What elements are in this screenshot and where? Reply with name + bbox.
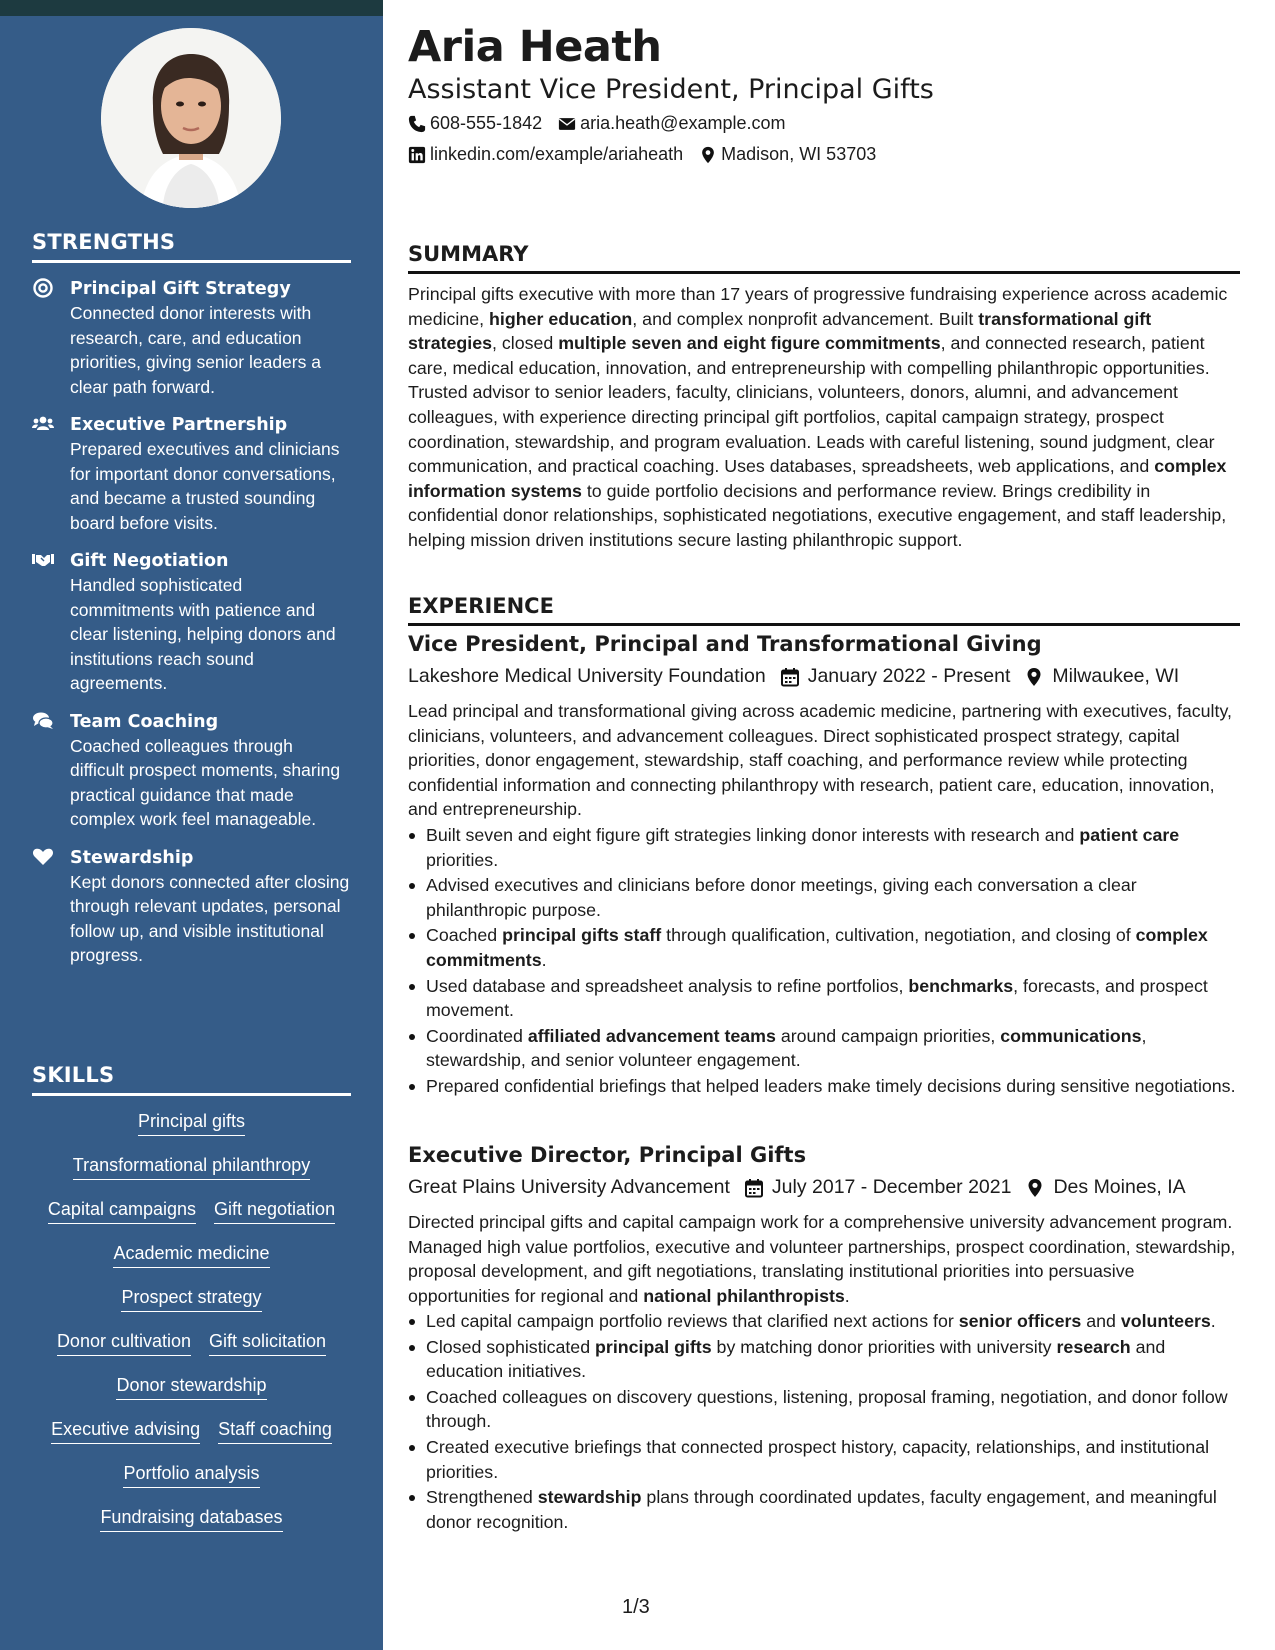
bold-text: research: [1056, 1336, 1131, 1357]
text-run: and: [1081, 1311, 1121, 1331]
text-run: .: [541, 949, 547, 970]
text-run: to guide portfolio decisions and performance review. Brings credibility in confidential donor relationships, sophisticated negotiations, executive engagement, and staff leadership, helping mission driven institutions secure lasting philanthropic support.: [408, 480, 1227, 550]
summary-heading: SUMMARY: [408, 242, 1240, 274]
map-pin-icon: [1024, 667, 1044, 687]
email-contact[interactable]: [558, 113, 785, 134]
bullet-item: [408, 1385, 1240, 1434]
bullet-item: [408, 1309, 1240, 1334]
text-run: Created executive briefings that connected prospect history, capacity, relationships, and institutional priorities.: [426, 1436, 1210, 1482]
job-bullets: [408, 823, 1240, 1100]
email-text: aria.heath@example.com: [580, 113, 786, 133]
bullet-item: [408, 873, 1240, 922]
phone-icon: [408, 115, 426, 133]
skill-tag: Capital campaigns: [48, 1196, 196, 1224]
linkedin-text: linkedin.com/example/ariaheath: [430, 144, 684, 164]
skill-tag: Gift negotiation: [214, 1196, 335, 1224]
location-contact: [699, 144, 876, 165]
job-dates: [780, 665, 1011, 688]
strength-item: [32, 710, 351, 832]
bullet-item: [408, 823, 1240, 872]
phone-contact[interactable]: [408, 113, 542, 134]
strength-item: [32, 846, 351, 968]
heart-icon: [32, 846, 54, 868]
strengths-heading: STRENGTHS: [32, 230, 351, 263]
calendar-icon: [744, 1178, 764, 1198]
map-pin-icon: [699, 146, 717, 164]
text-run: .: [1210, 1311, 1216, 1331]
bullet-item: [408, 1485, 1240, 1534]
skill-tag: Transformational philanthropy: [73, 1152, 310, 1180]
target-icon: [32, 277, 54, 299]
strength-item: [32, 277, 351, 399]
strength-description: Connected donor interests with research, care, and education priorities, giving senior leaders a clear path forward.: [70, 303, 321, 397]
job-description: Lead principal and transformational giving across academic medicine, partnering with executives, faculty, clinicians, volunteers, and advancement colleagues. Direct sophisticated prospect strategy, capital priorities, donor engagement, stewardship, staff coaching, and performance review while protecting confidential information and connecting philanthropy with research, patient care, education, innovation, and entrepreneurship.: [408, 701, 1232, 820]
text-run: priorities.: [426, 849, 499, 870]
bullet-item: [408, 1335, 1240, 1384]
strength-title: Team Coaching: [70, 711, 219, 732]
bold-text: multiple seven and eight figure commitments: [558, 333, 941, 354]
strength-description: Coached colleagues through difficult prospect moments, sharing practical guidance that made complex work feel manageable.: [70, 735, 341, 829]
bold-text: national philanthropists: [643, 1285, 845, 1306]
location-text: Madison, WI 53703: [721, 144, 877, 164]
skills-heading: SKILLS: [32, 1063, 351, 1096]
profile-photo: [101, 28, 281, 208]
users-icon: [32, 413, 54, 435]
bold-text: principal gifts: [595, 1336, 712, 1357]
bold-text: benchmarks: [908, 975, 1014, 996]
text-run: , closed: [492, 333, 559, 354]
job-dates-text: July 2017 - December 2021: [771, 1176, 1012, 1198]
skill-tag: Fundraising databases: [100, 1504, 282, 1532]
bullet-item: [408, 1435, 1240, 1484]
skills-section: [32, 1063, 351, 1532]
handshake-icon: [32, 549, 54, 571]
skill-tag: Portfolio analysis: [123, 1460, 259, 1488]
page-number: 1/3: [622, 1596, 650, 1618]
bold-text: communications: [1000, 1025, 1142, 1046]
bold-text: complex commitments: [426, 925, 1208, 970]
text-run: Advised executives and clinicians before donor meetings, giving each conversation a clear philanthropic purpose.: [426, 875, 1137, 920]
job-location-text: Milwaukee, WI: [1052, 665, 1180, 687]
strength-description: Handled sophisticated commitments with patience and clear listening, helping donors and institutions reach sound agreements.: [70, 575, 336, 693]
strength-title: Stewardship: [70, 847, 194, 868]
skill-tag: Prospect strategy: [121, 1284, 261, 1312]
skill-tag: Donor cultivation: [57, 1328, 191, 1356]
job-meta: [408, 1176, 1200, 1199]
comments-icon: [32, 710, 54, 732]
map-pin-icon: [1025, 1178, 1045, 1198]
skill-tag: Staff coaching: [218, 1416, 332, 1444]
bold-text: stewardship: [537, 1487, 642, 1508]
bullet-item: [408, 974, 1240, 1023]
text-run: Closed sophisticated: [426, 1336, 596, 1357]
bold-text: transformational gift strategies: [408, 308, 1152, 354]
job-description: [408, 1210, 1240, 1308]
bold-text: patient care: [1079, 825, 1180, 845]
bold-text: principal gifts staff: [502, 925, 662, 946]
text-run: and education initiatives.: [426, 1336, 1166, 1382]
text-run: Coached: [426, 925, 503, 946]
job-org: Lakeshore Medical University Foundation: [408, 665, 766, 687]
skill-tag: Academic medicine: [113, 1240, 269, 1268]
text-run: , and complex nonprofit advancement. Built: [632, 308, 979, 329]
job-bullets: [408, 1309, 1240, 1535]
text-run: Coordinated: [426, 1025, 528, 1046]
job-dates: [744, 1176, 1012, 1199]
linkedin-icon: [408, 146, 426, 164]
skill-tag: Executive advising: [51, 1416, 200, 1444]
text-run: .: [844, 1285, 850, 1306]
email-icon: [558, 115, 576, 133]
candidate-title: Assistant Vice President, Principal Gifts: [408, 74, 934, 105]
strengths-section: [32, 230, 351, 968]
text-run: , stewardship, and senior volunteer engagement.: [426, 1025, 1147, 1071]
avatar: [101, 28, 281, 208]
sidebar: [0, 0, 383, 1650]
contact-line-2: [408, 144, 892, 165]
strength-description: Kept donors connected after closing through relevant updates, personal follow up, and visible institutional progress.: [70, 871, 350, 965]
calendar-icon: [780, 667, 800, 687]
strength-item: [32, 413, 351, 535]
job-dates-text: January 2022 - Present: [807, 665, 1011, 687]
job-title: Vice President, Principal and Transformational Giving: [408, 632, 1042, 656]
text-run: plans through coordinated updates, faculty engagement, and meaningful donor recognition.: [426, 1487, 1217, 1532]
bold-text: senior officers: [958, 1311, 1082, 1331]
bold-text: complex information systems: [408, 456, 1227, 501]
summary-text: [408, 282, 1240, 553]
text-run: Coached colleagues on discovery questions, listening, proposal framing, negotiation, and donor follow through.: [426, 1386, 1228, 1432]
strength-description: Prepared executives and clinicians for important donor conversations, and became a trusted sounding board before visits.: [70, 439, 340, 533]
job-meta: [408, 665, 1193, 688]
text-run: Prepared confidential briefings that helped leaders make timely decisions during sensitive negotiations.: [426, 1075, 1236, 1096]
text-run: Used database and spreadsheet analysis to refine portfolios,: [426, 975, 909, 996]
bullet-item: [408, 1024, 1240, 1073]
text-run: Strengthened: [426, 1487, 538, 1508]
job-location-text: Des Moines, IA: [1053, 1176, 1186, 1198]
strength-title: Gift Negotiation: [70, 551, 229, 571]
strength-item: [32, 549, 351, 696]
text-run: , forecasts, and prospect movement.: [426, 975, 1208, 1021]
text-run: around campaign priorities,: [775, 1025, 1001, 1046]
contact-line-1: [408, 113, 801, 134]
text-run: through qualification, cultivation, negotiation, and closing of: [661, 925, 1136, 946]
experience-heading: EXPERIENCE: [408, 594, 1240, 626]
text-run: Directed principal gifts and capital campaign work for a comprehensive university advancement program. Managed high value portfolios, executive and volunteer partnerships, prospect coordination, stewardship, proposal development, and gift negotiations, translating institutional priorities into persuasive opportunities for regional and: [408, 1212, 1236, 1306]
bullet-item: [408, 923, 1240, 972]
bold-text: volunteers: [1120, 1311, 1211, 1331]
text-run: Principal gifts executive with more than 17 years of progressive fundraising experience across academic medicine,: [408, 284, 1228, 329]
text-run: , and connected research, patient care, medical education, innovation, and entrepreneurship with compelling philanthropic opportunities. Trusted advisor to senior leaders, faculty, clinicians, volunteers, donors, alumni, and advancement colleagues, with experience directing principal gift portfolios, capital campaign strategy, prospect coordination, stewardship, and program evaluation. Leads with careful listening, sound judgment, clear communication, and practical coaching. Uses databases, spreadsheets, web applications, and: [408, 333, 1215, 477]
candidate-name: Aria Heath: [408, 22, 662, 72]
top-accent-strip: [0, 0, 383, 16]
text-run: Built seven and eight figure gift strategies linking donor interests with research and: [426, 825, 1080, 845]
job-location: [1025, 1176, 1185, 1199]
phone-text: 608-555-1842: [430, 113, 543, 133]
strength-title: Executive Partnership: [70, 415, 288, 435]
skill-tag: Gift solicitation: [209, 1328, 326, 1356]
job-location: [1024, 665, 1179, 688]
skill-tag: Donor stewardship: [116, 1372, 266, 1400]
bold-text: higher education: [489, 308, 633, 329]
bullet-item: [408, 1074, 1240, 1099]
bold-text: affiliated advancement teams: [527, 1025, 776, 1046]
job-org: Great Plains University Advancement: [408, 1176, 730, 1198]
text-run: Led capital campaign portfolio reviews that clarified next actions for: [426, 1311, 959, 1331]
skills-list: [32, 1108, 351, 1532]
linkedin-contact[interactable]: [408, 144, 683, 165]
job-title: Executive Director, Principal Gifts: [408, 1143, 807, 1167]
strength-title: Principal Gift Strategy: [70, 279, 291, 299]
skill-tag: Principal gifts: [138, 1108, 245, 1136]
text-run: by matching donor priorities with university: [711, 1336, 1057, 1357]
